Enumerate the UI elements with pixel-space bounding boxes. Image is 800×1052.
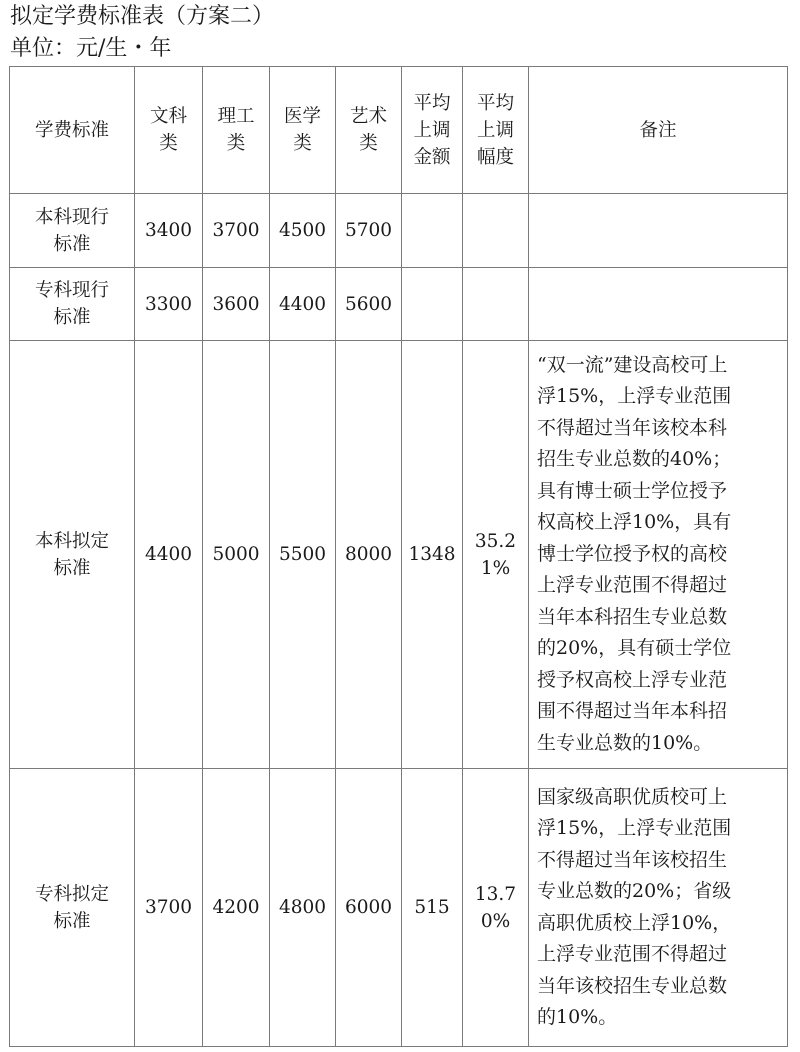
cell-avg-rate: 13.7 0% [463, 769, 529, 1047]
cell-avg-rate [463, 194, 529, 268]
cell-science-engineering: 5000 [203, 341, 270, 769]
table-row [10, 268, 788, 341]
cell-medicine: 4800 [270, 769, 336, 1047]
cell-medicine: 4500 [270, 194, 336, 268]
row-label: 本科拟定 标准 [10, 341, 135, 769]
row-label: 专科拟定 标准 [10, 769, 135, 1047]
cell-medicine: 4400 [270, 268, 336, 341]
cell-note: “双一流”建设高校可上 浮15%，上浮专业范围 不得超过当年该校本科 招生专业总数的40%； 具有博士硕士学位授予 权高校上浮10%，具有 博士学位授予权的高校 上浮专业范围不得超过 当年本科招生专业总数 的20%，具有硕士学位 授予权高校上浮专业范 围不得超过当年本科招 生专业总数的10%。 [529, 341, 788, 769]
cell-medicine: 5500 [270, 341, 336, 769]
cell-avg-amount: 1348 [402, 341, 463, 769]
cell-liberal-arts: 3400 [135, 194, 203, 268]
header-fee-standard: 学费标准 [10, 67, 135, 194]
cell-note: 国家级高职优质校可上 浮15%，上浮专业范围 不得超过当年该校招生 专业总数的20%；省级 高职优质校上浮10%， 上浮专业范围不得超过 当年该校招生专业总数 的10%。 [529, 769, 788, 1047]
cell-science-engineering: 3700 [203, 194, 270, 268]
cell-liberal-arts: 4400 [135, 341, 203, 769]
header-arts: 艺术 类 [336, 67, 402, 194]
cell-science-engineering: 4200 [203, 769, 270, 1047]
unit-label: 单位：元/生・年 [10, 36, 172, 61]
cell-avg-amount [402, 268, 463, 341]
header-avg-increase-rate: 平均 上调 幅度 [463, 67, 529, 194]
cell-arts: 8000 [336, 341, 402, 769]
cell-avg-rate: 35.2 1% [463, 341, 529, 769]
header-row [10, 67, 788, 194]
cell-note [529, 194, 788, 268]
cell-liberal-arts: 3300 [135, 268, 203, 341]
cell-avg-amount [402, 194, 463, 268]
header-avg-increase-amount: 平均 上调 金额 [402, 67, 463, 194]
header-science-engineering: 理工 类 [203, 67, 270, 194]
cell-science-engineering: 3600 [203, 268, 270, 341]
fee-table [9, 66, 788, 1047]
table-row [10, 769, 788, 1047]
cell-avg-amount: 515 [402, 769, 463, 1047]
row-label: 专科现行 标准 [10, 268, 135, 341]
table-row [10, 194, 788, 268]
header-notes: 备注 [529, 67, 788, 194]
row-label: 本科现行 标准 [10, 194, 135, 268]
page-title: 拟定学费标准表（方案二） [10, 4, 275, 29]
cell-arts: 5700 [336, 194, 402, 268]
cell-note [529, 268, 788, 341]
cell-avg-rate [463, 268, 529, 341]
header-liberal-arts: 文科 类 [135, 67, 203, 194]
table-row [10, 341, 788, 769]
cell-arts: 5600 [336, 268, 402, 341]
cell-liberal-arts: 3700 [135, 769, 203, 1047]
cell-arts: 6000 [336, 769, 402, 1047]
header-medicine: 医学 类 [270, 67, 336, 194]
